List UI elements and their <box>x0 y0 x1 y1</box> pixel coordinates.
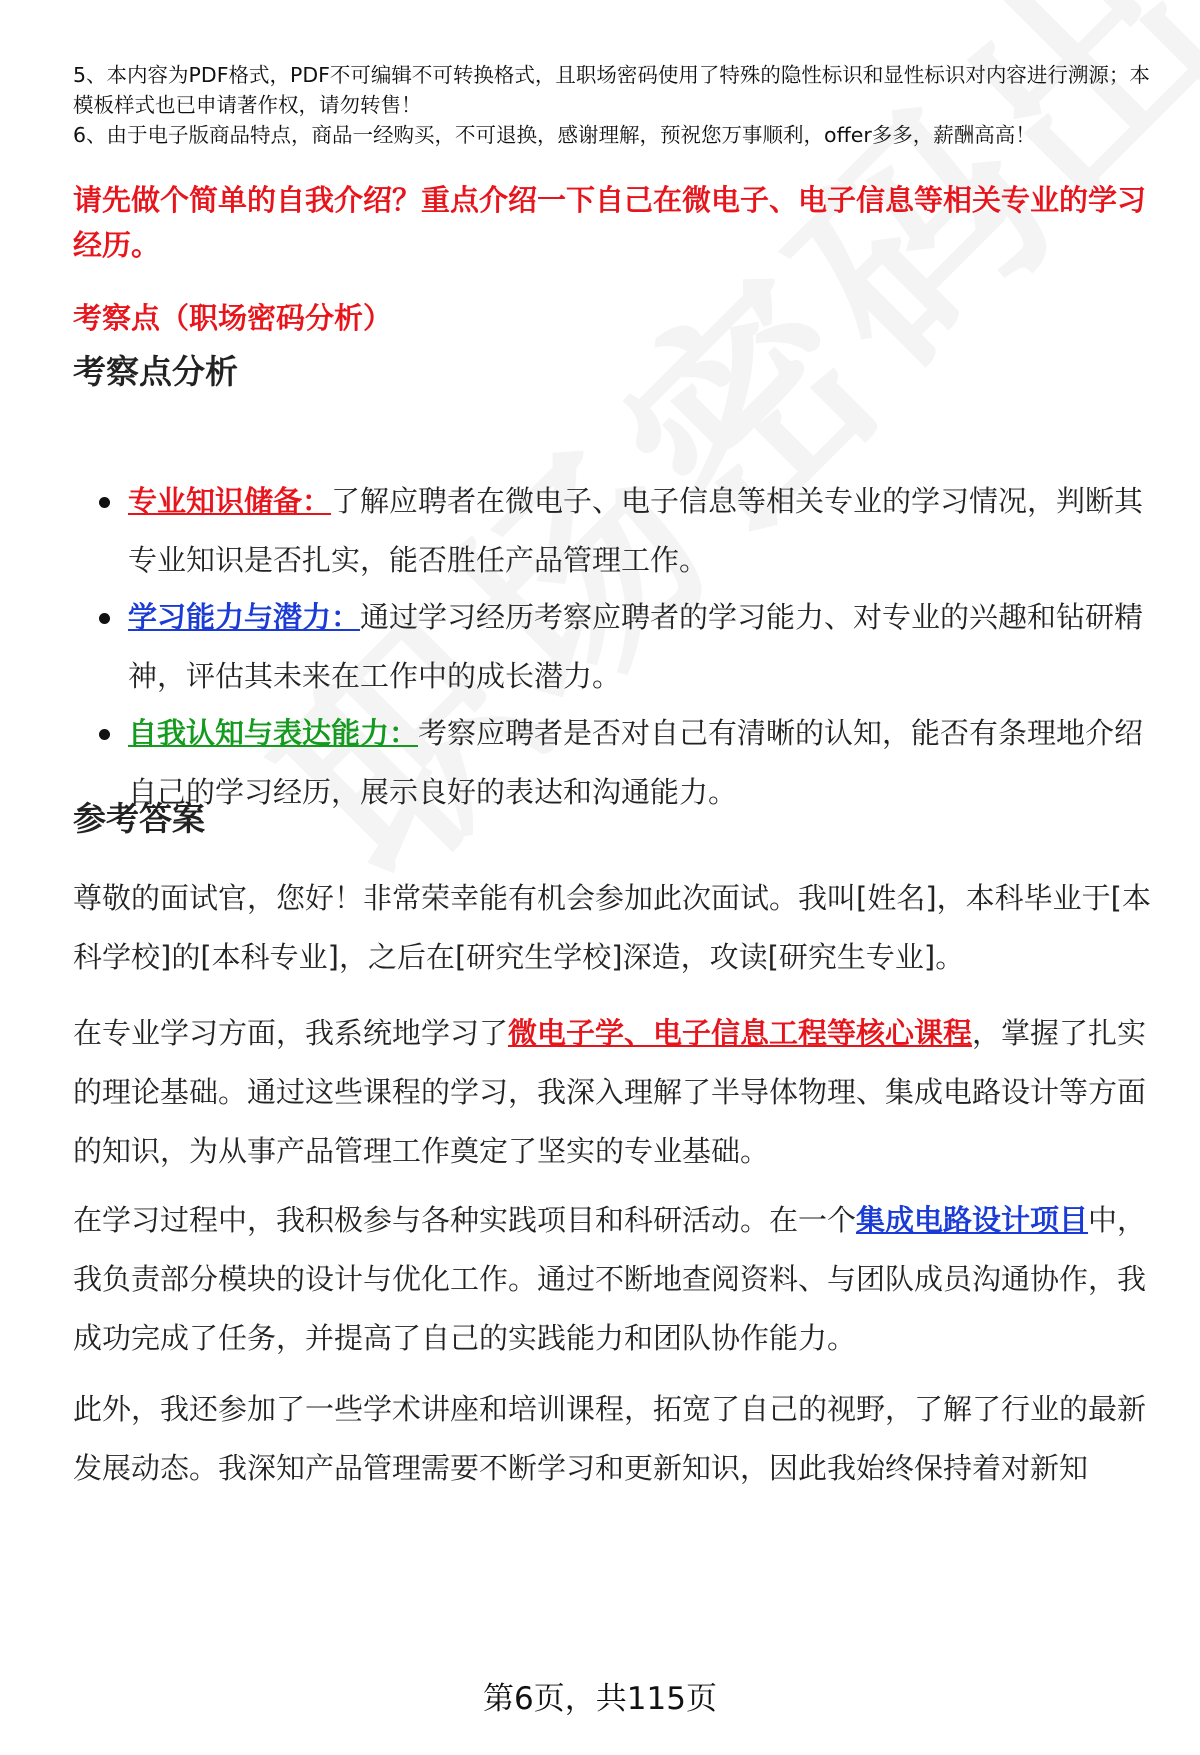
answer-paragraph <box>73 1004 1153 1181</box>
bullet-icon <box>99 613 110 624</box>
bullet-icon <box>99 729 110 740</box>
analysis-item-label: 专业知识储备： <box>128 484 332 518</box>
page-number: 第6页，共115页 <box>483 1681 717 1717</box>
analysis-heading: 考察点分析 <box>73 352 238 391</box>
analysis-item-text: 了解应聘者在微电子、电子信息等相关专业的学习情况，判断其专业知识是否扎实，能否胜任产品管理工作。 <box>128 484 1144 577</box>
analysis-item <box>73 472 1153 590</box>
answer-paragraph <box>73 1191 1153 1368</box>
notes-section <box>73 60 1153 150</box>
analysis-list <box>73 472 1153 822</box>
note-item: 6、由于电子版商品特点，商品一经购买，不可退换，感谢理解，预祝您万事顺利，offer多多，薪酬高高！ <box>73 123 1036 147</box>
analysis-item <box>73 588 1153 706</box>
analysis-item <box>73 704 1153 822</box>
answer-text: ，掌握了扎实的理论基础。通过这些课程的学习，我深入理解了半导体物理、集成电路设计等方面的知识，为从事产品管理工作奠定了坚实的专业基础。 <box>73 1016 1147 1168</box>
note-item: 5、本内容为PDF格式，PDF不可编辑不可转换格式，且职场密码使用了特殊的隐性标识和显性标识对内容进行溯源；本模板样式也已申请著作权，请勿转售！ <box>73 63 1150 117</box>
key-point-label: 考察点（职场密码分析） <box>73 301 393 335</box>
analysis-item-text: 通过学习经历考察应聘者的学习能力、对专业的兴趣和钻研精神，评估其未来在工作中的成长潜力。 <box>128 600 1144 693</box>
analysis-item-label: 学习能力与潜力： <box>128 600 361 634</box>
bullet-icon <box>99 497 110 508</box>
answer-paragraph: 此外，我还参加了一些学术讲座和培训课程，拓宽了自己的视野，了解了行业的最新发展动态。我深知产品管理需要不断学习和更新知识，因此我始终保持着对新知 <box>73 1392 1147 1485</box>
answer-text: 在专业学习方面，我系统地学习了 <box>73 1016 509 1050</box>
analysis-item-text: 考察应聘者是否对自己有清晰的认知，能否有条理地介绍自己的学习经历，展示良好的表达和沟通能力。 <box>128 716 1144 809</box>
answer-text: 中，我负责部分模块的设计与优化工作。通过不断地查阅资料、与团队成员沟通协作，我成功完成了任务，并提高了自己的实践能力和团队协作能力。 <box>73 1203 1147 1355</box>
answer-heading: 参考答案 <box>73 799 205 838</box>
answer-text: 在学习过程中，我积极参与各种实践项目和科研活动。在一个 <box>73 1203 857 1237</box>
answer-paragraph: 尊敬的面试官，您好！非常荣幸能有机会参加此次面试。我叫[姓名]，本科毕业于[本科学校]的[本科专业]，之后在[研究生学校]深造，攻读[研究生专业]。 <box>73 881 1151 974</box>
answer-highlight: 集成电路设计项目 <box>856 1203 1089 1237</box>
interview-question: 请先做个简单的自我介绍？重点介绍一下自己在微电子、电子信息等相关专业的学习经历。 <box>73 183 1147 262</box>
analysis-item-label: 自我认知与表达能力： <box>128 716 419 750</box>
answer-highlight: 微电子学、电子信息工程等核心课程 <box>508 1016 973 1050</box>
